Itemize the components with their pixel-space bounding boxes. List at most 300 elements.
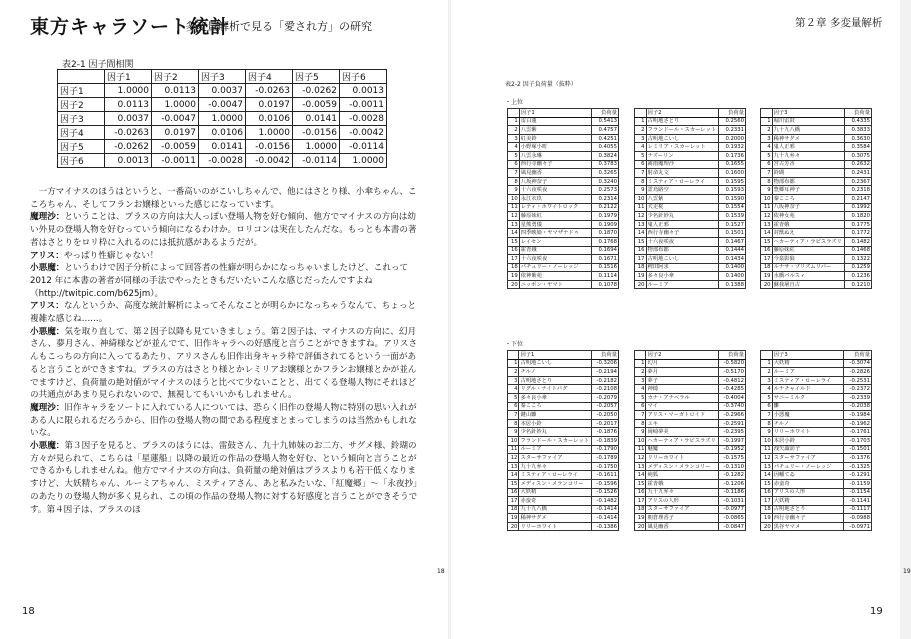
table-row [761, 246, 872, 255]
factor-header: 因子1 [519, 351, 592, 360]
character-name: ルナサ・プリズムリバー [772, 263, 845, 272]
rank-cell: 3 [761, 134, 773, 143]
loading-value: -0.2108 [592, 385, 619, 394]
factor-header: 因子2 [646, 109, 719, 118]
rank-cell: 15 [508, 237, 520, 246]
rank-cell: 8 [508, 177, 520, 186]
loading-header: 負荷量 [592, 351, 619, 360]
table-row [508, 151, 619, 160]
character-name: 鬼人正邪 [772, 143, 845, 152]
loading-value: -0.1952 [719, 445, 746, 454]
table-cell: -0.0011 [152, 154, 199, 168]
table-row [635, 436, 746, 445]
table-row [58, 126, 387, 140]
dialogue-paragraph [30, 440, 422, 516]
table-cell: -0.0059 [293, 98, 340, 112]
rank-cell: 16 [508, 246, 520, 255]
table-row [635, 471, 746, 480]
character-name: 九十九弁々 [519, 462, 592, 471]
loading-value: 0.2573 [591, 186, 618, 195]
loading-value: 0.1870 [591, 229, 618, 238]
factor-header: 因子3 [772, 109, 845, 118]
rank-cell: 5 [635, 151, 647, 160]
rank-cell: 16 [635, 246, 647, 255]
table-row [761, 488, 872, 497]
rank-cell: 5 [508, 393, 519, 402]
table-row [508, 186, 619, 195]
character-name: 少名針妙丸 [519, 428, 592, 437]
loading-value: -0.1414 [592, 514, 619, 523]
rank-cell: 4 [635, 385, 646, 394]
rank-header [508, 109, 520, 118]
rank-cell: 2 [508, 368, 519, 377]
loading-value: 0.1593 [719, 186, 746, 195]
table-header-row [58, 70, 387, 84]
character-name: 稀神サグメ [519, 514, 592, 523]
speaker-name: アリス： [30, 301, 64, 312]
character-name: 霍青娥 [646, 479, 719, 488]
table-cell: 1.0000 [293, 140, 340, 154]
loading-value: -0.0865 [719, 514, 746, 523]
table-row [508, 488, 619, 497]
table-row [635, 522, 746, 531]
table-row [508, 462, 619, 471]
rank-cell: 12 [508, 212, 520, 221]
loading-value: 0.1501 [719, 229, 746, 238]
loading-value: 0.2318 [845, 186, 872, 195]
loading-value: 0.3240 [591, 177, 618, 186]
dialogue-line: やっぱり性癖じゃない！ [63, 250, 159, 261]
table-row [508, 428, 619, 437]
loading-value: 0.2331 [719, 126, 746, 135]
table-row [635, 126, 746, 135]
table-row [508, 177, 619, 186]
rank-cell: 19 [635, 514, 646, 523]
table-row [761, 393, 872, 402]
loading-value: 0.1992 [845, 203, 872, 212]
table-cell: 0.0113 [152, 84, 199, 98]
table-row [635, 280, 746, 289]
rank-cell: 7 [508, 169, 520, 178]
loading-value: 0.2000 [719, 134, 746, 143]
character-name: ヘカーティア・ラピスラズリ [646, 436, 719, 445]
loading-value: -0.4004 [719, 393, 746, 402]
left-page [0, 0, 450, 639]
table-row [635, 505, 746, 514]
table-row [635, 203, 746, 212]
character-name: ミスティア・ローレライ [519, 471, 592, 480]
rank-cell: 16 [508, 488, 519, 497]
table-row [761, 479, 872, 488]
table-row [635, 177, 746, 186]
rank-cell: 13 [635, 220, 647, 229]
rank-cell: 15 [635, 479, 646, 488]
loadings-caption: 表2-2 因子負荷量（抜粋） [505, 81, 577, 88]
loading-value: -0.1575 [719, 454, 746, 463]
table-row [761, 359, 872, 368]
rank-cell: 6 [508, 402, 519, 411]
table-cell: -0.0114 [340, 140, 387, 154]
loadings-table-upper-3 [760, 108, 872, 289]
dialogue-paragraph [30, 326, 422, 402]
table-row [635, 134, 746, 143]
rank-cell: 16 [635, 488, 646, 497]
loading-value: 0.1932 [719, 143, 746, 152]
column-header: 因子3 [199, 70, 246, 84]
rank-cell: 2 [761, 126, 773, 135]
corr-table-caption: 表2-1 因子間相関 [62, 60, 134, 70]
rank-cell: 18 [635, 505, 646, 514]
loading-value: -0.1962 [844, 419, 872, 428]
table-row [635, 454, 746, 463]
loading-value: 0.1909 [591, 220, 618, 229]
character-name: スターサファイア [772, 454, 844, 463]
loading-value: 0.1236 [845, 272, 872, 281]
loading-value: 0.3584 [845, 143, 872, 152]
table-cell: -0.0262 [105, 140, 152, 154]
character-name: チルノ [772, 419, 844, 428]
loading-value: -0.1790 [592, 445, 619, 454]
loading-value: 0.1595 [719, 177, 746, 186]
loading-value: -0.3074 [844, 359, 872, 368]
row-header: 因子2 [58, 98, 105, 112]
character-name: 依神女苑 [772, 212, 845, 221]
rank-cell: 4 [761, 385, 773, 394]
table-cell: -0.0042 [246, 154, 293, 168]
character-name: 小悪魔 [772, 411, 844, 420]
table-row [635, 385, 746, 394]
character-name: 十六夜咲夜 [646, 237, 719, 246]
rank-cell: 1 [635, 359, 646, 368]
character-name: メディスン・メランコリー [519, 479, 592, 488]
loading-value: 0.1554 [719, 203, 746, 212]
loading-value: -0.1984 [844, 411, 872, 420]
loading-value: -0.2194 [592, 368, 619, 377]
rank-cell: 5 [761, 151, 773, 160]
table-row [508, 368, 619, 377]
rank-cell: 13 [761, 220, 773, 229]
rank-cell: 7 [635, 169, 647, 178]
table-row [761, 143, 872, 152]
character-name: メディスン・メランコリー [646, 462, 719, 471]
loading-value: -0.2079 [592, 393, 619, 402]
table-row [761, 126, 872, 135]
loading-value: -0.1376 [844, 454, 872, 463]
table-row [508, 385, 619, 394]
table-cell: 1.0000 [246, 126, 293, 140]
character-name: フランドール・スカーレット [646, 126, 719, 135]
table-row [761, 177, 872, 186]
table-row [761, 522, 872, 531]
table-row [508, 497, 619, 506]
character-name: ナズーリン [646, 151, 719, 160]
lower-section-label: ・下位 [505, 341, 524, 348]
table-row [761, 220, 872, 229]
character-name: 幻月 [646, 359, 719, 368]
loading-value: -0.2038 [844, 402, 872, 411]
rank-cell: 8 [635, 419, 646, 428]
loading-value: 0.3783 [591, 160, 618, 169]
loading-value: 0.1434 [719, 255, 746, 264]
loading-value: 0.4335 [845, 117, 872, 126]
loading-value: 0.1772 [845, 229, 872, 238]
loading-value: 0.3833 [845, 126, 872, 135]
character-name: アリスの人形 [772, 488, 844, 497]
table-row [508, 169, 619, 178]
table-cell: -0.0114 [293, 154, 340, 168]
character-name: レイセン [519, 237, 591, 246]
character-name: 西行寺幽々子 [646, 229, 719, 238]
table-header-row [761, 351, 872, 360]
rank-cell: 9 [761, 428, 773, 437]
table-row [635, 255, 746, 264]
table-row [761, 117, 872, 126]
table-cell: 0.0037 [105, 112, 152, 126]
loading-value: 0.4251 [591, 134, 618, 143]
row-header: 因子5 [58, 140, 105, 154]
table-row [58, 140, 387, 154]
loading-value: 0.2314 [591, 194, 618, 203]
rank-cell: 10 [635, 436, 646, 445]
rank-cell: 8 [508, 419, 519, 428]
table-row [761, 368, 872, 377]
column-header: 因子6 [340, 70, 387, 84]
speaker-name: アリス： [30, 250, 64, 261]
column-header: 因子1 [105, 70, 152, 84]
character-name: 小野塚小町 [519, 143, 591, 152]
character-name: 紅美鈴 [519, 134, 591, 143]
table-row [508, 255, 619, 264]
table-cell: -0.0263 [246, 84, 293, 98]
loading-value: -0.1839 [592, 436, 619, 445]
character-name: サニーミルク [772, 393, 844, 402]
character-name: 蘇我屠自古 [772, 280, 845, 289]
table-row [635, 212, 746, 221]
table-row [508, 514, 619, 523]
table-cell: 0.0141 [199, 140, 246, 154]
loadings-table-lower-3 [760, 350, 872, 531]
loading-value: 0.1590 [719, 194, 746, 203]
rank-cell: 16 [761, 488, 773, 497]
table-row [635, 428, 746, 437]
loading-value: -0.1596 [592, 479, 619, 488]
rank-cell: 6 [635, 402, 646, 411]
loading-value: -0.1876 [592, 428, 619, 437]
table-row [761, 411, 872, 420]
rank-cell: 18 [635, 263, 647, 272]
table-cell: -0.0042 [340, 126, 387, 140]
table-row [761, 237, 872, 246]
rank-cell: 20 [761, 522, 773, 531]
rank-cell: 10 [761, 194, 773, 203]
table-row [508, 117, 619, 126]
rank-cell: 18 [761, 263, 773, 272]
character-name: ミスティア・ローレライ [772, 376, 844, 385]
character-name: 夢子 [646, 376, 719, 385]
character-name: 因幡てゐ [772, 471, 844, 480]
rank-cell: 14 [761, 471, 773, 480]
table-corner-cell [58, 70, 105, 84]
rank-header [761, 351, 773, 360]
rank-cell: 13 [508, 462, 519, 471]
loading-value: -0.5820 [719, 359, 746, 368]
table-row [761, 169, 872, 178]
character-name: 風見幽香 [646, 522, 719, 531]
table-row [635, 488, 746, 497]
rank-cell: 13 [508, 220, 520, 229]
table-cell: -0.0047 [152, 112, 199, 126]
table-cell: 1.0000 [199, 112, 246, 126]
table-row [635, 402, 746, 411]
table-row [508, 445, 619, 454]
table-row [761, 203, 872, 212]
factor-correlation-table [57, 69, 387, 168]
table-row [635, 368, 746, 377]
table-header-row [635, 109, 746, 118]
character-name: ミスティア・ローレライ [646, 177, 719, 186]
rank-cell: 2 [761, 368, 773, 377]
table-row [761, 229, 872, 238]
rank-cell: 6 [508, 160, 520, 169]
loading-value: 0.5413 [591, 117, 618, 126]
character-name: 霍青娥 [772, 220, 845, 229]
loading-header: 負荷量 [719, 109, 746, 118]
table-header-row [761, 109, 872, 118]
page-number-right: 19 [870, 606, 883, 617]
table-row [635, 186, 746, 195]
character-name: 赤蛮奇 [519, 497, 592, 506]
rank-cell: 11 [508, 203, 520, 212]
factor-header: 因子2 [646, 351, 719, 360]
rank-cell: 1 [761, 359, 773, 368]
table-row [508, 419, 619, 428]
character-name: 本居小鈴 [519, 419, 592, 428]
right-page [450, 0, 911, 639]
dialogue-line: 旧作キャラをソートに入れている人については、恐らく旧作の登場人物に特別の思い入れがある人に限られるだろうから、旧作の登場人物の間である程度まとまってしまうのは当然かもしれないな。 [30, 402, 417, 439]
loading-value: -0.2372 [844, 385, 872, 394]
loading-value: -0.2050 [592, 411, 619, 420]
character-name: ルナチャイルド [772, 385, 844, 394]
character-name: 八坂神奈子 [519, 177, 591, 186]
rank-cell: 19 [635, 272, 647, 281]
factor-header: 因子3 [772, 351, 844, 360]
rank-cell: 14 [635, 229, 647, 238]
loading-value: 0.1400 [719, 263, 746, 272]
table-row [761, 419, 872, 428]
rank-cell: 17 [508, 497, 519, 506]
loading-value: 0.1600 [719, 169, 746, 178]
rank-cell: 13 [761, 462, 773, 471]
character-name: 九十九弁々 [646, 488, 719, 497]
character-name: 西行寺幽々子 [519, 160, 591, 169]
table-cell: 0.0013 [340, 84, 387, 98]
rank-cell: 13 [635, 462, 646, 471]
table-row [761, 151, 872, 160]
rank-cell: 12 [635, 454, 646, 463]
column-header: 因子5 [293, 70, 340, 84]
table-row [761, 505, 872, 514]
rank-header [635, 351, 646, 360]
table-row [761, 272, 872, 281]
character-name: 霧雨魔理沙 [646, 160, 719, 169]
loading-value: 0.1979 [591, 212, 618, 221]
table-cell: 0.0113 [105, 98, 152, 112]
loading-value: -0.1761 [844, 428, 872, 437]
table-cell: 0.0106 [246, 112, 293, 126]
rank-cell: 4 [761, 143, 773, 152]
table-row [635, 479, 746, 488]
character-name: 十六夜咲夜 [519, 186, 591, 195]
loading-value: -0.1750 [592, 462, 619, 471]
table-row [635, 393, 746, 402]
dialogue-paragraph [30, 186, 422, 211]
rank-cell: 5 [508, 151, 520, 160]
rank-cell: 6 [761, 402, 773, 411]
table-row [761, 436, 872, 445]
character-name: 純狐 [646, 471, 719, 480]
loading-value: -0.1325 [844, 462, 872, 471]
table-row [508, 454, 619, 463]
loadings-table-upper-2 [634, 108, 746, 289]
rank-cell: 7 [761, 169, 773, 178]
loading-value: -0.2826 [844, 368, 872, 377]
character-name: 犬走椛 [646, 203, 719, 212]
loading-value: 0.1671 [591, 255, 618, 264]
character-name: 鍵山雛 [519, 411, 592, 420]
character-name: 神綺 [646, 385, 719, 394]
loading-value: -0.1282 [719, 471, 746, 480]
table-row [58, 84, 387, 98]
table-row [508, 522, 619, 531]
table-row [58, 154, 387, 168]
rank-cell: 10 [761, 436, 773, 445]
loading-value: -0.1526 [592, 488, 619, 497]
rank-cell: 12 [761, 454, 773, 463]
loading-value: -0.1703 [844, 436, 872, 445]
character-name: カナ・アナベラル [646, 393, 719, 402]
rank-cell: 10 [508, 436, 519, 445]
rank-cell: 9 [761, 186, 773, 195]
page-number-left: 18 [22, 606, 35, 617]
loading-value: -0.1206 [719, 479, 746, 488]
character-name: 雷白蓮 [519, 117, 591, 126]
loading-value: 0.2560 [719, 117, 746, 126]
table-row [635, 497, 746, 506]
loading-value: 0.1400 [719, 272, 746, 281]
table-row [635, 117, 746, 126]
speaker-name: 小悪魔： [30, 263, 65, 274]
loading-value: -0.1291 [844, 471, 872, 480]
character-name: 稀神サグメ [772, 134, 845, 143]
table-cell: 0.0037 [199, 84, 246, 98]
table-row [635, 419, 746, 428]
table-row [508, 134, 619, 143]
loading-value: 0.4757 [591, 126, 618, 135]
character-name: 四季映姫・ヤマザナドゥ [519, 229, 591, 238]
table-row [635, 263, 746, 272]
table-row [635, 411, 746, 420]
loading-value: -0.0847 [719, 522, 746, 531]
table-header-row [508, 109, 619, 118]
table-row [761, 134, 872, 143]
rank-cell: 20 [635, 280, 647, 289]
rank-cell: 15 [761, 237, 773, 246]
loading-value: -0.1310 [719, 462, 746, 471]
loading-value: 0.1322 [845, 255, 872, 264]
speaker-name: 魔理沙： [30, 402, 65, 413]
speaker-name: 魔理沙： [30, 212, 65, 223]
character-name: 古明地さとり [646, 117, 719, 126]
